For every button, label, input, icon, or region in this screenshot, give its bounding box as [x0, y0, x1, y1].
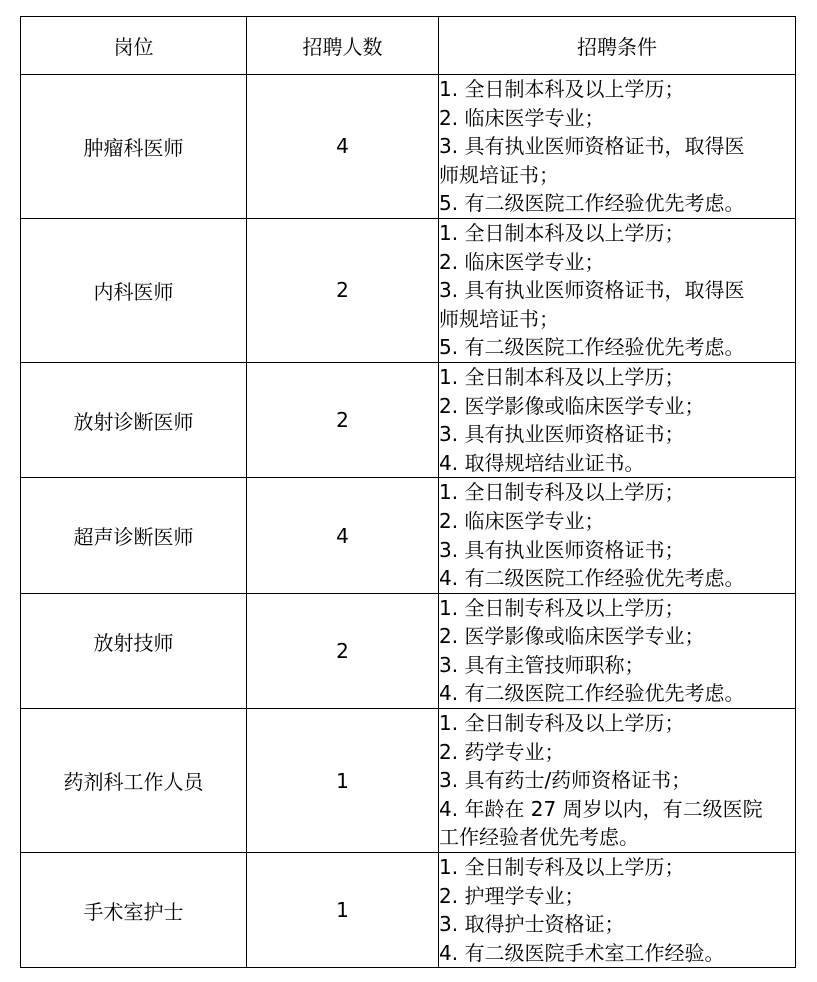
condition-line: 1. 全日制专科及以上学历； [439, 855, 685, 880]
position-cell: 药剂科工作人员 [21, 709, 247, 853]
condition-line: 5. 有二级医院工作经验优先考虑。 [439, 335, 745, 360]
condition-line: 3. 具有执业医师资格证书； [439, 422, 685, 447]
condition-line: 4. 有二级医院工作经验优先考虑。 [439, 566, 745, 591]
condition-line: 4. 有二级医院工作经验优先考虑。 [439, 681, 745, 706]
condition-line: 5. 有二级医院工作经验优先考虑。 [439, 191, 745, 216]
condition-line: 2. 药学专业； [439, 739, 565, 764]
condition-line: 1. 全日制专科及以上学历； [439, 595, 685, 620]
condition-line: 1. 全日制本科及以上学历； [439, 364, 685, 389]
condition-line: 4. 取得规培结业证书。 [439, 450, 645, 475]
condition-line: 1. 全日制专科及以上学历； [439, 711, 685, 736]
count-cell: 2 [247, 218, 439, 362]
condition-line: 2. 护理学专业； [439, 883, 585, 908]
conditions-cell [439, 218, 796, 362]
condition-line: 1. 全日制本科及以上学历； [439, 77, 685, 101]
condition-line: 2. 临床医学专业； [439, 508, 605, 533]
condition-line: 工作经验者优先考虑。 [439, 825, 639, 850]
recruitment-table [20, 16, 796, 968]
conditions-cell [439, 75, 796, 219]
position-cell: 超声诊断医师 [21, 478, 247, 593]
condition-line: 3. 具有主管技师职称； [439, 652, 645, 677]
condition-line: 2. 临床医学专业； [439, 105, 605, 130]
condition-line: 师规培证书； [439, 162, 559, 187]
table-row [21, 75, 796, 219]
count-cell: 4 [247, 75, 439, 219]
count-cell: 1 [247, 853, 439, 968]
conditions-cell [439, 593, 796, 708]
count-cell: 1 [247, 709, 439, 853]
position-cell: 肿瘤科医师 [21, 75, 247, 219]
condition-line: 1. 全日制专科及以上学历； [439, 480, 685, 505]
count-cell: 4 [247, 478, 439, 593]
count-cell: 2 [247, 593, 439, 708]
condition-line: 2. 临床医学专业； [439, 249, 605, 274]
condition-line: 4. 有二级医院手术室工作经验。 [439, 940, 725, 965]
conditions-cell [439, 362, 796, 477]
table-row [21, 218, 796, 362]
position-cell: 放射技师 [21, 593, 247, 708]
position-cell: 内科医师 [21, 218, 247, 362]
table-row [21, 853, 796, 968]
header-count: 招聘人数 [247, 17, 439, 75]
condition-line: 3. 取得护士资格证； [439, 912, 625, 937]
table-row [21, 709, 796, 853]
position-cell: 放射诊断医师 [21, 362, 247, 477]
conditions-cell [439, 709, 796, 853]
condition-line: 1. 全日制本科及以上学历； [439, 220, 685, 245]
header-position: 岗位 [21, 17, 247, 75]
header-row [21, 17, 796, 75]
table-row [21, 593, 796, 708]
condition-line: 2. 医学影像或临床医学专业； [439, 393, 705, 418]
condition-line: 4. 年龄在 27 周岁以内，有二级医院 [439, 796, 763, 821]
condition-line: 2. 医学影像或临床医学专业； [439, 624, 705, 649]
table-row [21, 362, 796, 477]
condition-line: 3. 具有执业医师资格证书，取得医 [439, 134, 745, 159]
count-cell: 2 [247, 362, 439, 477]
header-conditions: 招聘条件 [439, 17, 796, 75]
condition-line: 3. 具有执业医师资格证书； [439, 537, 685, 562]
condition-line: 3. 具有执业医师资格证书，取得医 [439, 278, 745, 303]
conditions-cell [439, 478, 796, 593]
position-cell: 手术室护士 [21, 853, 247, 968]
condition-line: 3. 具有药士/药师资格证书； [439, 768, 692, 793]
condition-line: 师规培证书； [439, 306, 559, 331]
table-row [21, 478, 796, 593]
conditions-cell [439, 853, 796, 968]
